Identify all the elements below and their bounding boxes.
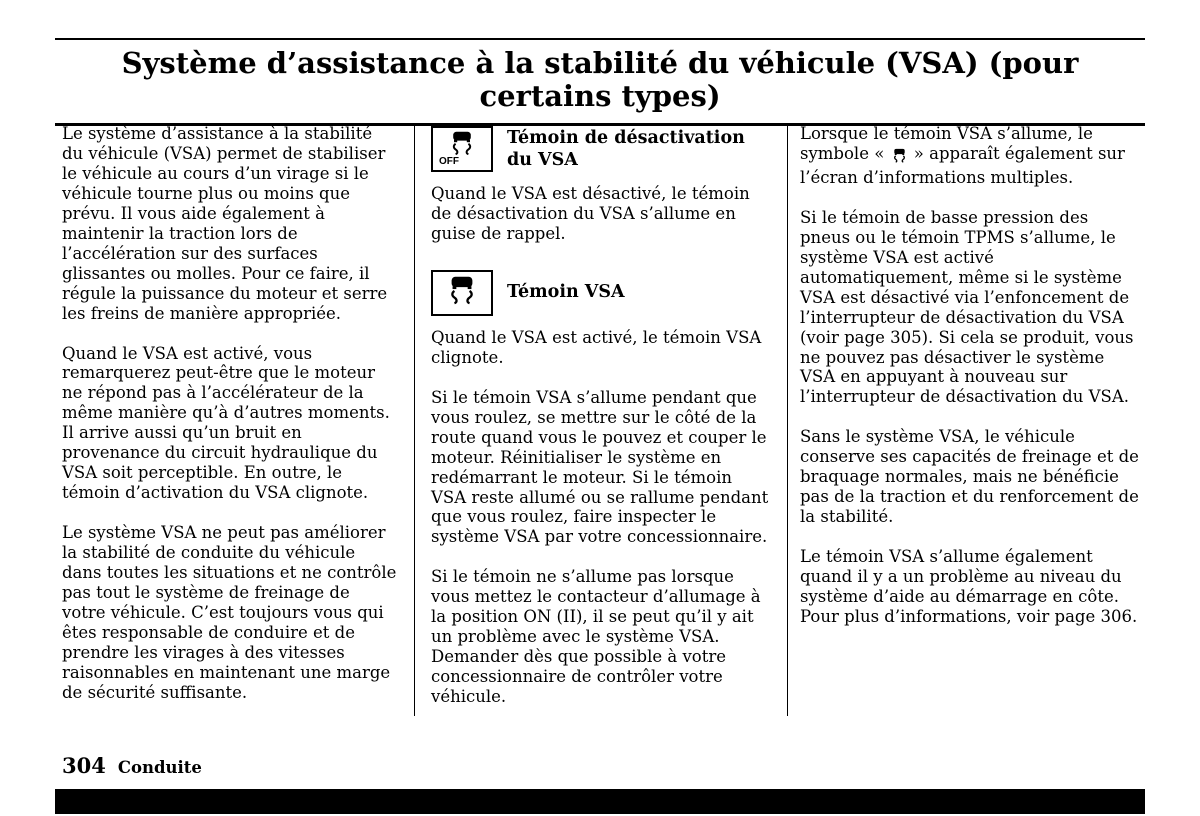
vsa-indicator-box bbox=[431, 270, 493, 316]
text-after-symbol: » apparaît également sur l’écran d’informations multiples. bbox=[800, 143, 1125, 187]
paragraph-tpms-auto-activation: Si le témoin de basse pression des pneus ou le témoin TPMS s’allume, le système VSA est activé automatiquement, même si le système VSA est désactivé via l’enfoncement de l’interrupteur de désactivation du VSA (voir page 305). Si cela se produit, vous ne pouvez pas désactiver le système VSA en appuyant à nouveau sur l’interrupteur de désactivation du VSA. bbox=[800, 207, 1134, 407]
vsa-off-label: OFF bbox=[439, 156, 459, 168]
vsa-off-indicator-box bbox=[431, 126, 493, 172]
paragraph-vsa-indicator-blinks: Quand le VSA est activé, le témoin VSA clignote. bbox=[431, 327, 762, 367]
text-before-symbol: Lorsque le témoin VSA s’allume, le symbole « bbox=[800, 124, 1093, 163]
paragraph-vsa-limits: Le système VSA ne peut pas améliorer la stabilité de conduite du véhicule dans toutes les situations et ne contrôle pas tout le système de freinage de votre véhicule. C’est toujours vous qui êtes responsable de conduire et de prendre les virages à des vitesses raisonnables en maintenant une marge de sécurité suffisante. bbox=[62, 523, 397, 702]
column-center bbox=[415, 124, 787, 716]
paragraph-without-vsa: Sans le système VSA, le véhicule conserve ses capacités de freinage et de braquage normales, mais ne bénéficie pas de la traction et du renforcement de la stabilité. bbox=[800, 427, 1139, 527]
paragraph-vsa-overview: Le système d’assistance à la stabilité du véhicule (VSA) permet de stabiliser le véhicule au cours d’un virage si le véhicule tourne plus ou moins que prévu. Il vous aide également à maintenir la traction lors de l’accélération sur des surfaces glissantes ou molles. Pour ce faire, il régule la puissance du moteur et serre les freins de manière appropriée. bbox=[62, 124, 388, 323]
vsa-off-icon bbox=[447, 131, 477, 160]
paragraph-vsa-active-behavior: Quand le VSA est activé, vous remarquerez peut-être que le moteur ne répond pas à l’accélérateur de la même manière qu’à d’autres moments. Il arrive aussi qu’un bruit en provenance du circuit hydraulique du VSA soit perceptible. En outre, le témoin d’activation du VSA clignote. bbox=[62, 343, 390, 503]
bottom-bar bbox=[55, 789, 1145, 814]
content-columns bbox=[62, 124, 1142, 716]
vsa-indicator-heading: Témoin VSA bbox=[507, 281, 625, 302]
title-block bbox=[55, 38, 1145, 126]
paragraph-multi-info-display bbox=[800, 124, 1142, 188]
vsa-icon bbox=[445, 275, 479, 310]
paragraph-hill-start-assist: Le témoin VSA s’allume également quand il y a un problème au niveau du système d’aide au démarrage en côte. Pour plus d’informations, voir page 306. bbox=[800, 547, 1138, 627]
vsa-off-indicator-row bbox=[431, 126, 771, 172]
vsa-off-indicator-heading: Témoin de désactivation du VSA bbox=[507, 128, 745, 170]
column-left bbox=[62, 124, 414, 716]
page-footer bbox=[62, 753, 202, 778]
vsa-symbol-inline-icon bbox=[891, 148, 908, 168]
page-title: Système d’assistance à la stabilité du véhicule (VSA) (pour certains types) bbox=[121, 46, 1079, 114]
vsa-indicator-row bbox=[431, 270, 771, 316]
column-right bbox=[788, 124, 1142, 716]
page-number: 304 bbox=[62, 753, 106, 778]
paragraph-vsa-off-indicator: Quand le VSA est désactivé, le témoin de désactivation du VSA s’allume en guise de rappel. bbox=[431, 184, 750, 243]
paragraph-vsa-indicator-on-while-driving: Si le témoin VSA s’allume pendant que vous roulez, se mettre sur le côté de la route quand vous le pouvez et couper le moteur. Réinitialiser le système en redémarrant le moteur. Si le témoin VSA reste allumé ou se rallume pendant que vous roulez, faire inspecter le système VSA par votre concessionnaire. bbox=[431, 387, 769, 547]
section-name: Conduite bbox=[117, 758, 202, 777]
paragraph-vsa-indicator-not-lighting: Si le témoin ne s’allume pas lorsque vous mettez le contacteur d’allumage à la position ON (II), il se peut qu’il y ait un problème avec le système VSA. Demander dès que possible à votre concessionnaire de contrôler votre véhicule. bbox=[431, 567, 761, 707]
